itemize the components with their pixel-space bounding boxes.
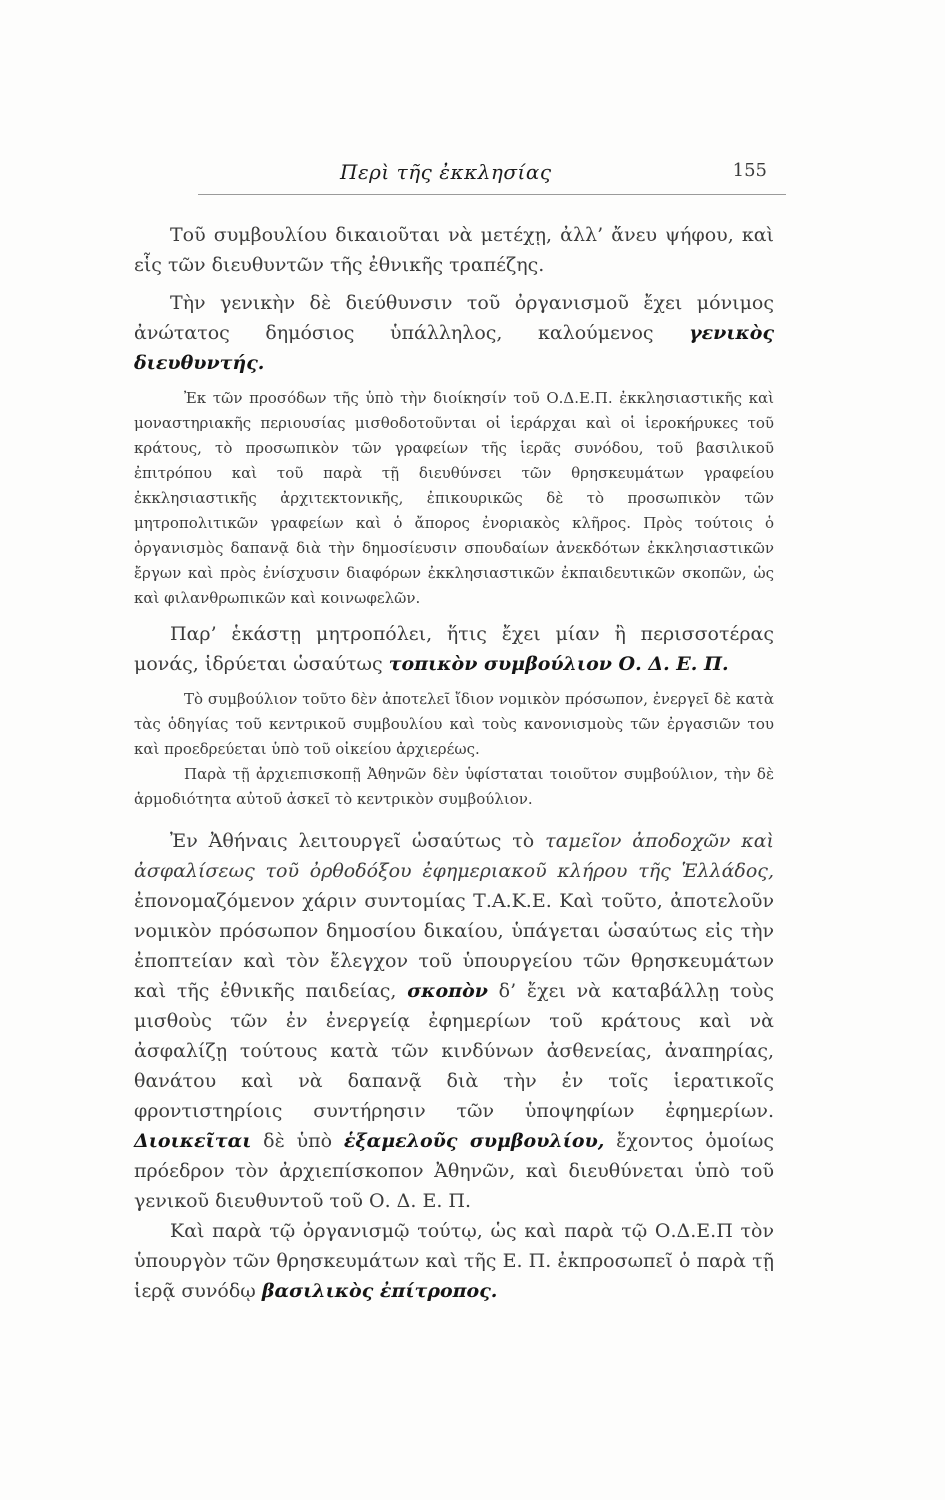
paragraph-text: ἐπονομαζόμενον χάριν συντομίας Τ.Α.Κ.Ε. Καὶ τοῦτο, ἀποτελοῦν νομικὸν πρόσωπον δημοσίου δικαίου, ὑπάγεται ὡσαύτως εἰς τὴν ἐποπτείαν καὶ τὸν ἔλεγχον τοῦ ὑπουργείου τῶν θρησκευμάτων καὶ τῆς ἐθνικῆς παιδείας, <box>134 890 774 1002</box>
paragraph-text: δὲ ὑπὸ <box>263 1130 333 1152</box>
paragraph-revenues <box>134 386 774 611</box>
paragraph-text: Τὴν γενικὴν δὲ διεύθυνσιν τοῦ ὀργανισμοῦ ἔχει μόνιμος ἀνώτατος δημόσιος ὑπάλληλος, καλούμενος <box>134 292 774 344</box>
header-rule <box>198 194 786 195</box>
bold-term: γενικὸς διευθυντής. <box>134 322 775 374</box>
paragraph-royal-commissioner <box>134 1216 774 1306</box>
bold-term: ἑξαμελοῦς συμβουλίου, <box>343 1130 605 1152</box>
italic-fund-name: ταμεῖον ἀποδοχῶν καὶ ἀσφαλίσεως τοῦ ὀρθοδόξου ἐφημεριακοῦ κλήρου τῆς Ἑλλάδος, <box>134 830 774 882</box>
paragraph-text: δ’ ἔχει νὰ καταβάλλῃ τοὺς μισθοὺς τῶν ἐν ἐνεργείᾳ ἐφημερίων τοῦ κράτους καὶ νὰ ἀσφαλίζῃ τούτους κατὰ τῶν κινδύνων ἀσθενείας, ἀναπηρίας, θανάτου καὶ νὰ δαπανᾷ διὰ τὴν ἐν τοῖς ἱερατικοῖς φροντιστηρίοις συντήρησιν τῶν ὑποψηφίων ἐφημερίων. <box>134 980 774 1122</box>
paragraph-athens-archdiocese <box>134 762 774 812</box>
bold-term: σκοπὸν <box>407 980 488 1002</box>
paragraph-council-legal-status <box>134 687 774 762</box>
paragraph-text: ἔχοντος ὁμοίως πρόεδρον τὸν ἀρχιεπίσκοπον Ἀθηνῶν, καὶ διευθύνεται ὑπὸ τοῦ γενικοῦ διευθυντοῦ τοῦ Ο. Δ. Ε. Π. <box>134 1130 775 1212</box>
paragraph-general-director <box>134 288 774 378</box>
paragraph-text: Ἐκ τῶν προσόδων τῆς ὑπὸ τὴν διοίκησίν τοῦ Ο.Δ.Ε.Π. ἐκκλησιαστικῆς καὶ μοναστηριακῆς περιουσίας μισθοδοτοῦνται οἱ ἱεράρχαι καὶ οἱ ἱεροκήρυκες τοῦ κράτους, τὸ προσωπικὸν τῶν γραφείων τῆς ἱερᾶς συνόδου, τοῦ βασιλικοῦ ἐπιτρόπου καὶ τοῦ παρὰ τῇ διευθύνσει τῶν θρησκευμάτων γραφείου ἐκκλησιαστικῆς ἀρχιτεκτονικῆς, ἐπικουρικῶς δὲ τὸ προσωπικὸν τῶν μητροπολιτικῶν γραφείων καὶ ὁ ἄπορος ἐνοριακὸς κλῆρος. Πρὸς τούτοις ὁ ὀργανισμὸς δαπανᾷ διὰ τὴν δημοσίευσιν σπουδαίων ἀνεκδότων ἐκκλησιαστικῶν ἔργων καὶ πρὸς ἐνίσχυσιν διαφόρων ἐκκλησιαστικῶν ἐκπαιδευτικῶν σκοπῶν, ὡς καὶ φιλανθρωπικῶν καὶ κοινωφελῶν. <box>134 389 774 607</box>
page-number: 155 <box>732 160 767 181</box>
bold-term: βασιλικὸς ἐπίτροπος. <box>261 1280 498 1302</box>
paragraph-text: Καὶ παρὰ τῷ ὀργανισμῷ τούτῳ, ὡς καὶ παρὰ τῷ Ο.Δ.Ε.Π τὸν ὑπουργὸν τῶν θρησκευμάτων καὶ τῆς Ε. Π. ἐκπροσωπεῖ ὁ παρὰ τῇ ἱερᾷ συνόδῳ <box>134 1220 774 1302</box>
paragraph-text: Παρ’ ἑκάστῃ μητροπόλει, ἥτις ἔχει μίαν ἢ περισσοτέρας μονάς, ἱδρύεται ὡσαύτως <box>134 623 774 675</box>
page-body <box>134 220 774 1306</box>
bold-term: τοπικὸν συμβούλιον Ο. Δ. Ε. Π. <box>388 653 729 675</box>
paragraph-text: Ἐν Ἀθήναις λειτουργεῖ ὡσαύτως τὸ <box>170 830 535 852</box>
paragraph-clergy-fund <box>134 826 774 1216</box>
bold-term: Διοικεῖται <box>134 1130 252 1152</box>
paragraph-text: Τὸ συμβούλιον τοῦτο δὲν ἀποτελεῖ ἴδιον νομικὸν πρόσωπον, ἐνεργεῖ δὲ κατὰ τὰς ὁδηγίας τοῦ κεντρικοῦ συμβουλίου καὶ τοὺς κανονισμοὺς τῶν ἐργασιῶν του καὶ προεδρεύεται ὑπὸ τοῦ οἰκείου ἀρχιερέως. <box>134 690 774 758</box>
paragraph-board-membership <box>134 220 774 280</box>
paragraph-local-council <box>134 619 774 679</box>
paragraph-text: Τοῦ συμβουλίου δικαιοῦται νὰ μετέχῃ, ἀλλ’ ἄνευ ψήφου, καὶ εἷς τῶν διευθυντῶν τῆς ἐθνικῆς τραπέζης. <box>134 224 774 276</box>
running-title: Περὶ τῆς ἐκκλησίας <box>340 160 552 184</box>
paragraph-text: Παρὰ τῇ ἀρχιεπισκοπῇ Ἀθηνῶν δὲν ὑφίσταται τοιοῦτον συμβούλιον, τὴν δὲ ἁρμοδιότητα αὐτοῦ ἀσκεῖ τὸ κεντρικὸν συμβούλιον. <box>134 765 774 808</box>
